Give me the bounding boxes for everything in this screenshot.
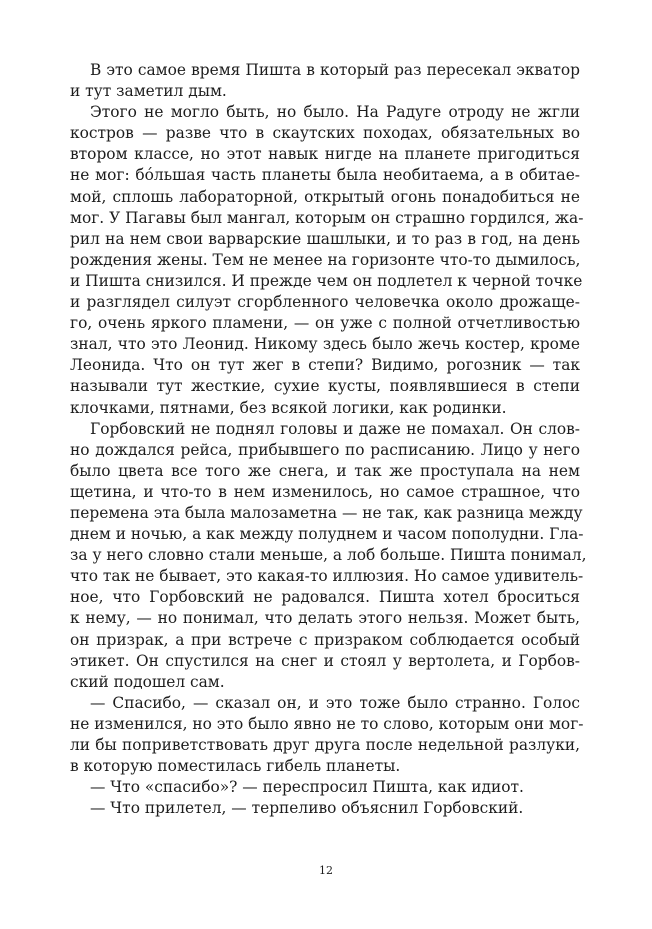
paragraph [70, 102, 584, 418]
page-number: 12 [319, 864, 333, 877]
paragraph [70, 419, 587, 693]
text-line: было цвета все того же снега, и так же проступала на нем [70, 461, 580, 480]
text-line: к нему, — но понимал, что делать этого нельзя. Может быть, [70, 609, 580, 628]
text-line: и тут заметил дым. [70, 82, 227, 101]
text-line: и разглядел силуэт сгорбленного человечка около дрожаще- [70, 293, 580, 312]
text-line: ли бы поприветствовать друг друга после недельной разлуки, [70, 736, 580, 754]
text-line: мог. У Пагавы был мангал, которым он страшно гордился, жа- [70, 208, 584, 227]
text-line: за у него словно стали меньше, а лоб больше. Пишта понимал, [70, 546, 587, 565]
text-line: мой, сплошь лабораторной, открытый огонь понадобиться не [70, 187, 580, 206]
text-line: — Что прилетел, — терпеливо объяснил Горбовский. [90, 799, 524, 818]
text-line: не мог: бóльшая часть планеты была необитаема, а в обитае- [70, 166, 580, 185]
text-line: и Пишта снизился. И прежде чем он подлетел к черной точке [70, 271, 583, 290]
text-line: костров — разве что в скаутских походах, обязательных во [70, 124, 580, 143]
text-line: не изменился, но это было явно не то слово, которым они мог- [70, 714, 584, 733]
text-line: В это самое время Пишта в который раз пересекал экватор [90, 61, 580, 79]
text-line: — Что «спасибо»? — переспросил Пишта, как идиот. [90, 778, 524, 797]
text-line: он призрак, а при встрече с призраком соблюдается особый [70, 630, 580, 649]
text-line: знал, что это Леонид. Никому здесь было жечь костер, кроме [70, 335, 580, 354]
paragraph [70, 60, 580, 102]
text-line: что так не бывает, это какая-то иллюзия. Но самое удивитель- [70, 567, 584, 586]
text-line: Леонида. Что он тут жег в степи? Видимо, рогозник — так [70, 356, 580, 375]
text-line: но дождался рейса, прибывшего по расписанию. Лицо у него [70, 440, 580, 459]
paragraph [70, 693, 584, 777]
text-line: рождения жены. Тем не менее на горизонте что-то дымилось, [70, 250, 581, 269]
text-line: щетина, и что-то в нем изменилось, но самое страшное, что [70, 482, 580, 501]
paragraph [70, 798, 580, 819]
text-line: рил на нем свои варварские шашлыки, и то раз в год, на день [70, 229, 580, 248]
text-line: Горбовский не поднял головы и даже не помахал. Он слов- [90, 419, 580, 438]
text-line: клочками, пятнами, без всякой логики, как родинки. [70, 398, 507, 417]
text-line: Этого не могло быть, но было. На Радуге отроду не жгли [90, 103, 580, 122]
text-line: в которую поместилась гибель планеты. [70, 757, 401, 776]
text-line: перемена эта была малозаметна — не так, как разница между [70, 503, 583, 522]
text-line: этикет. Он спустился на снег и стоял у вертолета, и Горбов- [70, 651, 580, 670]
text-line: — Спасибо, — сказал он, и это тоже было странно. Голос [90, 693, 580, 712]
paragraph [70, 777, 580, 798]
text-line: втором классе, но этот навык нигде на планете пригодиться [70, 145, 580, 164]
body-text [70, 60, 587, 819]
text-line: го, очень яркого пламени, — он уже с полной отчетливостью [70, 314, 580, 333]
text-line: называли тут жесткие, сухие кусты, появлявшиеся в степи [70, 377, 580, 396]
text-line: днем и ночью, а как между полуднем и часом пополудни. Гла- [70, 525, 584, 544]
text-line: ский подошел сам. [70, 672, 225, 691]
text-line: ное, что Горбовский не радовался. Пишта хотел броситься [70, 588, 580, 607]
